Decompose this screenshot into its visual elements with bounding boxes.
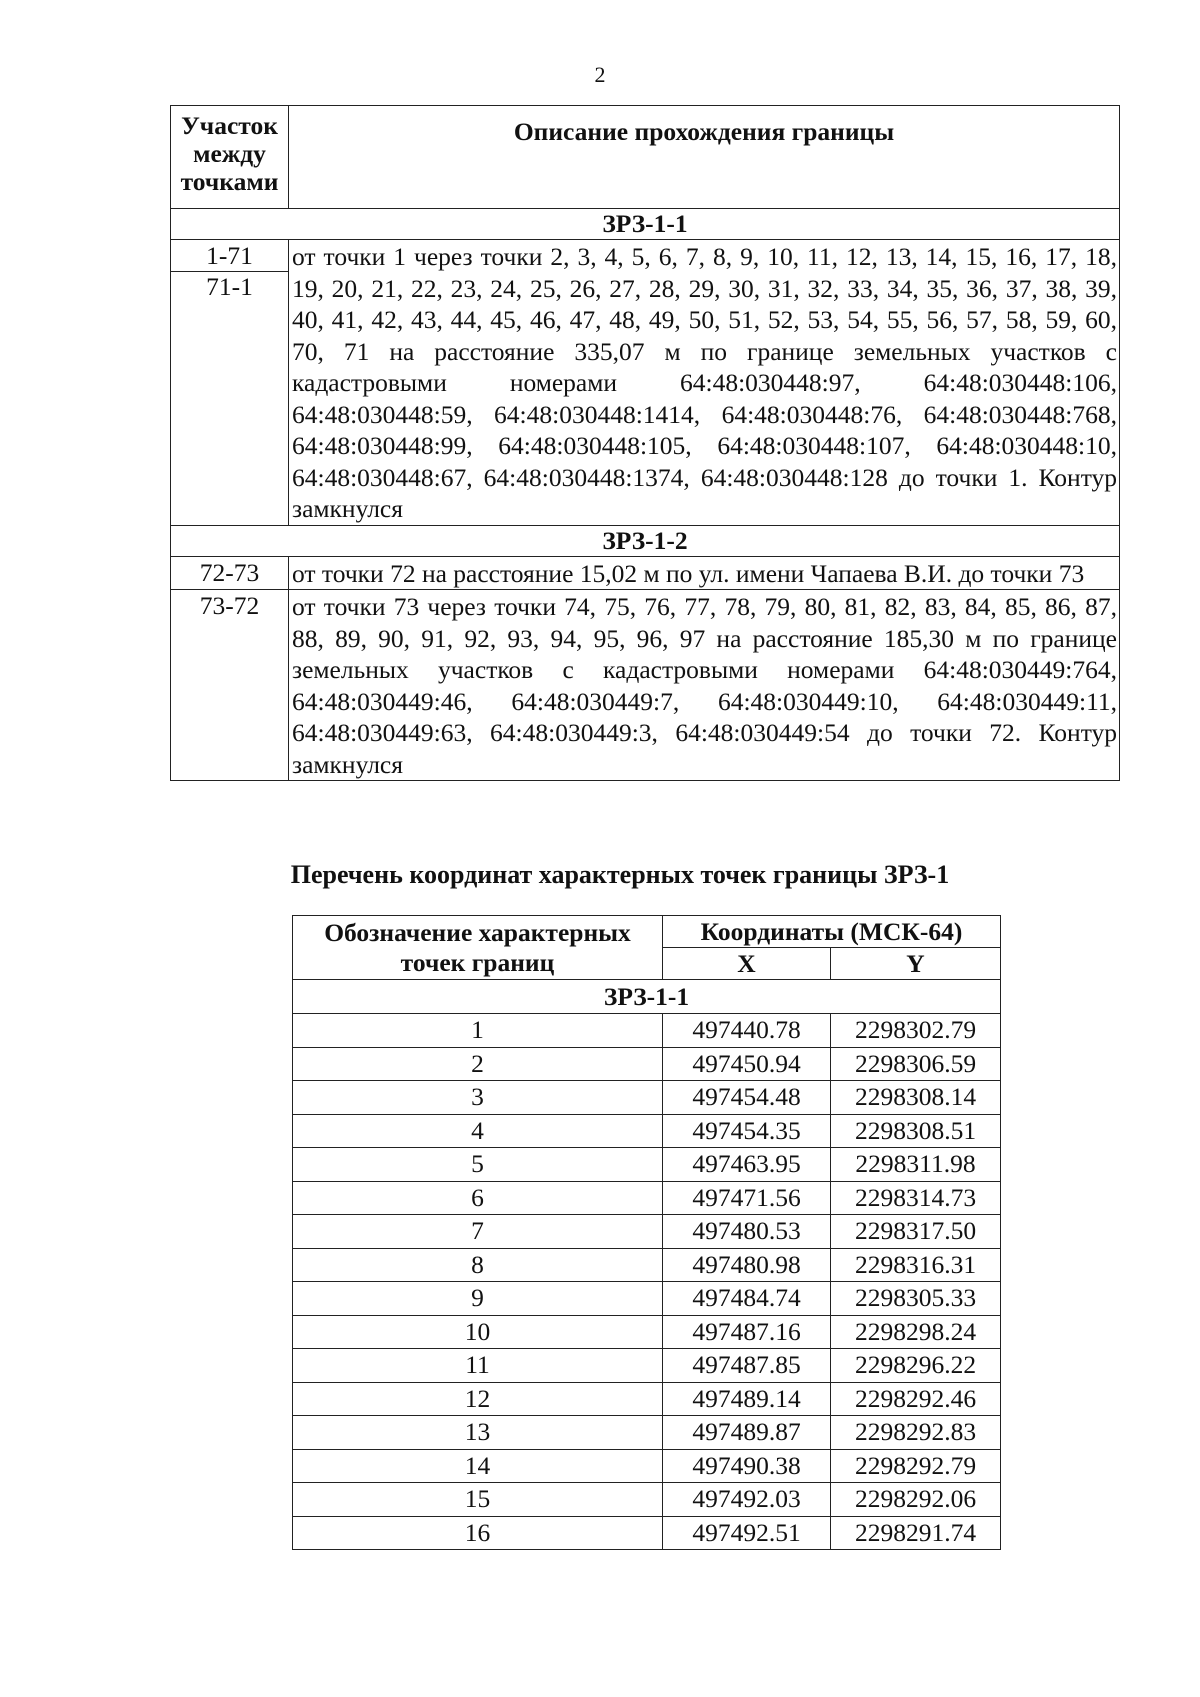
table-row: [293, 1014, 1001, 1048]
section-title: ЗРЗ-1-1: [171, 209, 1120, 240]
coordinate-y-cell: 2298314.73: [831, 1181, 1001, 1215]
table-row: [293, 1081, 1001, 1115]
coordinate-y-cell: 2298296.22: [831, 1349, 1001, 1383]
description-cell: от точки 73 через точки 74, 75, 76, 77, 78, 79, 80, 81, 82, 83, 84, 85, 86, 87, 88, 89, 90, 91, 92, 93, 94, 95, 96, 97 на расстояние 185,30 м по границе земельных участков с кадастровыми номерами 64:48:030449:764, 64:48:030449:46, 64:48:030449:7, 64:48:030449:10, 64:48:030449:11, 64:48:030449:63, 64:48:030449:3, 64:48:030449:54 до точки 72. Контур замкнулся: [289, 590, 1120, 781]
table-header-row: [293, 916, 1001, 948]
segment-label: 1-71: [206, 241, 253, 270]
point-number-cell: 10: [293, 1315, 663, 1349]
description-cell: от точки 1 через точки 2, 3, 4, 5, 6, 7, 8, 9, 10, 11, 12, 13, 14, 15, 16, 17, 18, 19, 20, 21, 22, 23, 24, 25, 26, 27, 28, 29, 30, 31, 32, 33, 34, 35, 36, 37, 38, 39, 40, 41, 42, 43, 44, 45, 46, 47, 48, 49, 50, 51, 52, 53, 54, 55, 56, 57, 58, 59, 60, 70, 71 на расстояние 335,07 м по границе земельных участков с кадастровыми номерами 64:48:030448:97, 64:48:030448:106, 64:48:030448:59, 64:48:030448:1414, 64:48:030448:76, 64:48:030448:768, 64:48:030448:99, 64:48:030448:105, 64:48:030448:107, 64:48:030448:10, 64:48:030448:67, 64:48:030448:1374, 64:48:030448:128 до точки 1. Контур замкнулся: [289, 240, 1120, 526]
coordinate-y-cell: 2298298.24: [831, 1315, 1001, 1349]
table-row: [293, 1315, 1001, 1349]
coordinate-y-cell: 2298305.33: [831, 1282, 1001, 1316]
header-description: Описание прохождения границы: [289, 106, 1120, 209]
coordinate-y-cell: 2298302.79: [831, 1014, 1001, 1048]
segment-cell: [171, 240, 289, 526]
coordinate-y-cell: 2298292.79: [831, 1449, 1001, 1483]
table-row: [293, 1382, 1001, 1416]
coordinate-x-cell: 497490.38: [663, 1449, 831, 1483]
table-row: [293, 1181, 1001, 1215]
section-title: ЗРЗ-1-2: [171, 525, 1120, 556]
point-number-cell: 14: [293, 1449, 663, 1483]
coordinate-x-cell: 497489.14: [663, 1382, 831, 1416]
point-number-cell: 4: [293, 1114, 663, 1148]
boundary-description-table: [170, 105, 1120, 781]
table-row: [293, 1282, 1001, 1316]
table-row: [293, 1416, 1001, 1450]
segment-cell: 73-72: [171, 590, 289, 781]
point-number-cell: 11: [293, 1349, 663, 1383]
coordinate-y-cell: 2298291.74: [831, 1516, 1001, 1550]
table-row: [293, 1483, 1001, 1517]
coordinate-x-cell: 497463.95: [663, 1148, 831, 1182]
coordinate-y-cell: 2298292.83: [831, 1416, 1001, 1450]
segment-label: 71-1: [170, 271, 289, 302]
table-row: [293, 1114, 1001, 1148]
point-number-cell: 16: [293, 1516, 663, 1550]
coordinate-y-cell: 2298308.51: [831, 1114, 1001, 1148]
coordinate-x-cell: 497484.74: [663, 1282, 831, 1316]
coordinate-x-cell: 497480.98: [663, 1248, 831, 1282]
table-row: [293, 1516, 1001, 1550]
point-number-cell: 2: [293, 1047, 663, 1081]
header-segment-line: между: [193, 139, 266, 168]
table-row: [171, 590, 1120, 781]
coordinate-y-cell: 2298317.50: [831, 1215, 1001, 1249]
coordinate-x-cell: 497471.56: [663, 1181, 831, 1215]
coordinate-x-cell: 497492.51: [663, 1516, 831, 1550]
table-row: [293, 1248, 1001, 1282]
header-segment-line: точками: [180, 167, 279, 196]
header-y: Y: [831, 948, 1001, 980]
description-cell: от точки 72 на расстояние 15,02 м по ул. имени Чапаева В.И. до точки 73: [289, 556, 1120, 590]
point-number-cell: 8: [293, 1248, 663, 1282]
coordinate-x-cell: 497454.35: [663, 1114, 831, 1148]
point-number-cell: 1: [293, 1014, 663, 1048]
coordinate-x-cell: 497440.78: [663, 1014, 831, 1048]
coordinate-y-cell: 2298292.46: [831, 1382, 1001, 1416]
coordinate-y-cell: 2298316.31: [831, 1248, 1001, 1282]
coordinate-x-cell: 497480.53: [663, 1215, 831, 1249]
point-number-cell: 6: [293, 1181, 663, 1215]
section-row: [293, 980, 1001, 1014]
table-row: [293, 1215, 1001, 1249]
point-number-cell: 12: [293, 1382, 663, 1416]
section-title: ЗРЗ-1-1: [293, 980, 1001, 1014]
header-x: X: [663, 948, 831, 980]
section-row: [171, 525, 1120, 556]
table-row: [171, 240, 1120, 526]
coordinates-heading: Перечень координат характерных точек границы ЗРЗ-1: [290, 860, 950, 889]
table-row: [293, 1349, 1001, 1383]
table-row: [293, 1148, 1001, 1182]
table-row: [293, 1449, 1001, 1483]
coordinate-y-cell: 2298292.06: [831, 1483, 1001, 1517]
point-number-cell: 3: [293, 1081, 663, 1115]
table-row: [171, 556, 1120, 590]
header-coordinates: Координаты (МСК-64): [663, 916, 1001, 948]
segment-cell: 72-73: [171, 556, 289, 590]
header-segment-line: Участок: [181, 111, 278, 140]
coordinate-x-cell: 497492.03: [663, 1483, 831, 1517]
point-number-cell: 7: [293, 1215, 663, 1249]
coordinate-y-cell: 2298308.14: [831, 1081, 1001, 1115]
coordinate-y-cell: 2298311.98: [831, 1148, 1001, 1182]
table-header-row: [171, 106, 1120, 209]
point-number-cell: 15: [293, 1483, 663, 1517]
section-row: [171, 209, 1120, 240]
header-point: Обозначение характерных точек границ: [293, 916, 663, 980]
coordinate-x-cell: 497489.87: [663, 1416, 831, 1450]
point-number-cell: 9: [293, 1282, 663, 1316]
table-row: [293, 1047, 1001, 1081]
point-number-cell: 13: [293, 1416, 663, 1450]
point-number-cell: 5: [293, 1148, 663, 1182]
coordinate-x-cell: 497454.48: [663, 1081, 831, 1115]
coordinate-x-cell: 497450.94: [663, 1047, 831, 1081]
coordinate-x-cell: 497487.16: [663, 1315, 831, 1349]
coordinates-table: [292, 915, 1001, 1550]
coordinate-x-cell: 497487.85: [663, 1349, 831, 1383]
page-number: 2: [594, 62, 606, 87]
coordinate-y-cell: 2298306.59: [831, 1047, 1001, 1081]
header-segment: [171, 106, 289, 209]
